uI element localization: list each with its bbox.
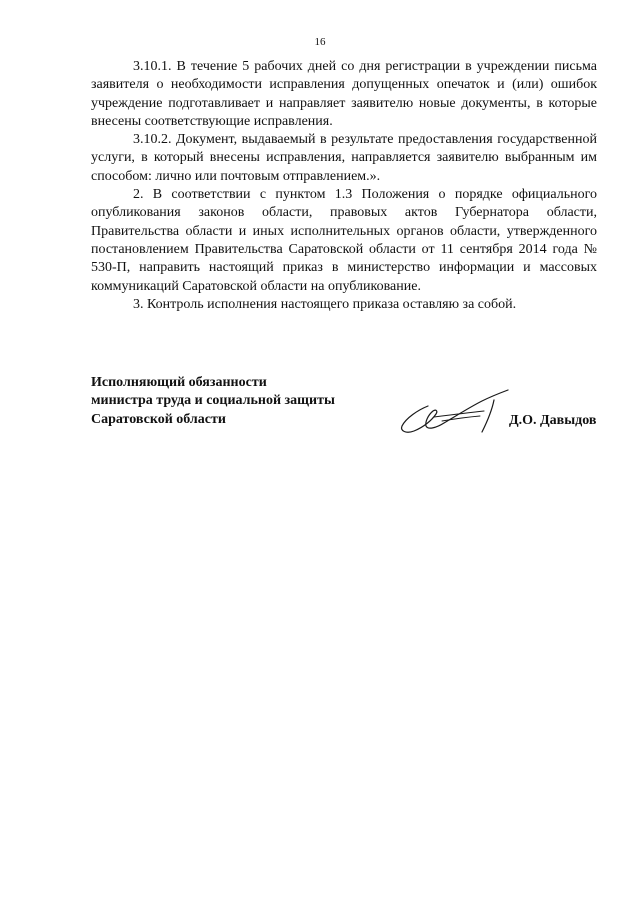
paragraph-3-10-1: 3.10.1. В течение 5 рабочих дней со дня регистрации в учреждении письма заявителя о необходимости исправления допущенных опечаток и (или) ошибок учреждение подготавливает и направляет заявителю новые документы, в которые внесены соответствующие исправления. [91,59,597,129]
page-number: 16 [314,36,326,48]
signatory-position-line-2: министра труда и социальной защиты [91,393,335,409]
paragraph-2: 2. В соответствии с пунктом 1.3 Положения о порядке официального опубликования законов области, правовых актов Губернатора области, Правительства области и иных исполнительных органов области, утвержденного постановлением Правительства Саратовской области от 11 сентября 2014 года № 530-П, направить настоящий приказ в министерство информации и массовых коммуникаций Саратовской области на опубликование. [91,187,597,294]
paragraph-3: 3. Контроль исполнения настоящего приказа оставляю за собой. [133,296,517,312]
signatory-position-line-1: Исполняющий обязанности [91,375,267,390]
paragraph-3-10-2: 3.10.2. Документ, выдаваемый в результате предоставления государственной услуги, в который внесены исправления, направляется заявителю выбранным им способом: лично или почтовым отправлением.». [91,132,597,184]
signatory-position-line-3: Саратовской области [91,411,226,427]
document-body [91,58,597,314]
handwritten-signature [398,386,510,436]
signer-name: Д.О. Давыдов [509,413,597,428]
signatory-position [91,374,391,429]
